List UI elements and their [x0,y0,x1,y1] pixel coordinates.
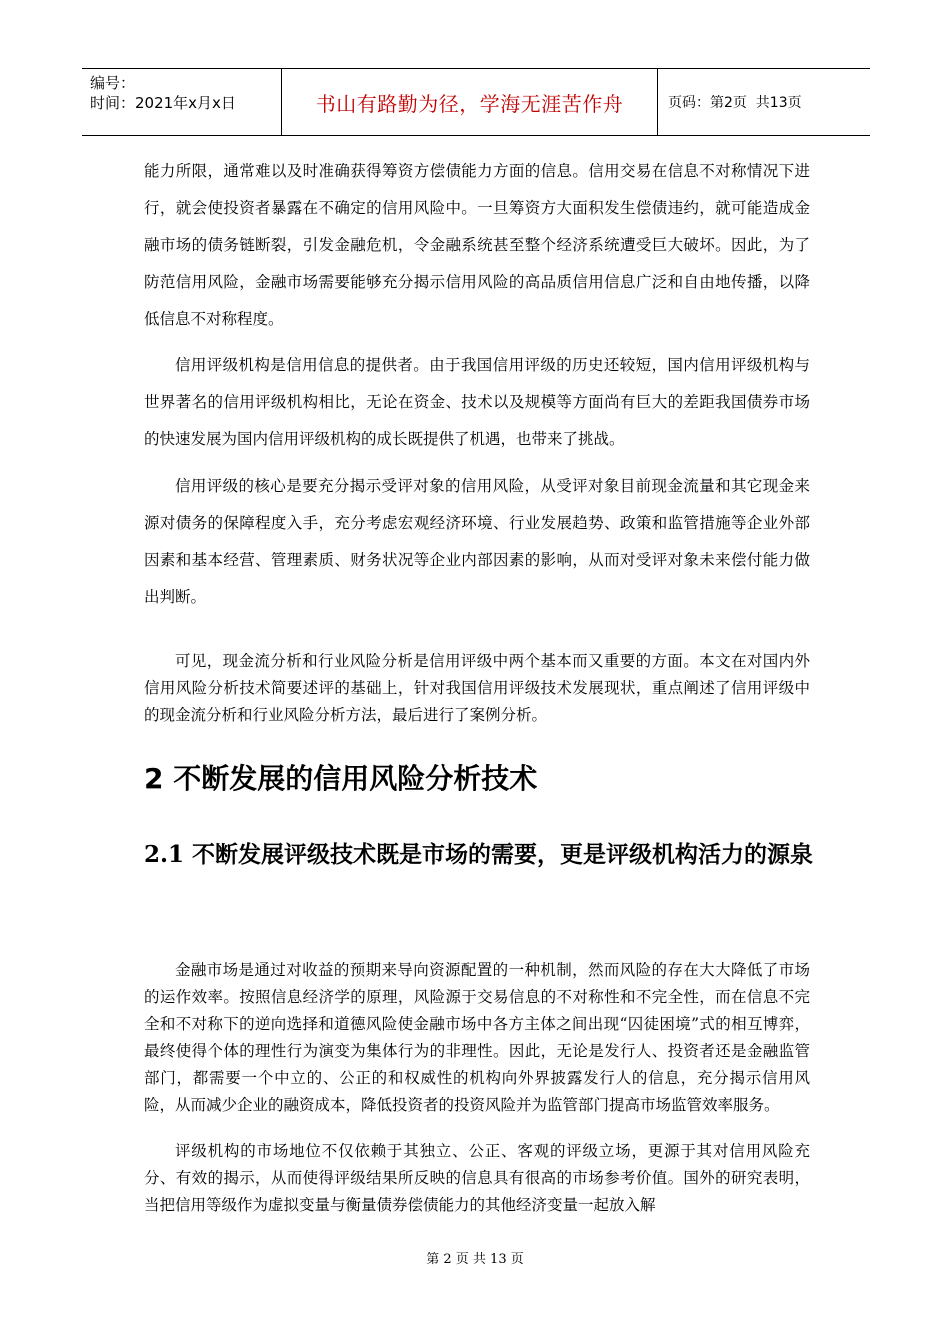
header-page-info [658,69,870,135]
section-heading: 2 不断发展的信用风险分析技术 [144,762,538,795]
header-motto: 书山有路勤为径，学海无涯苦作舟 [282,69,658,135]
paragraph: 金融市场是通过对收益的预期来导向资源配置的一种机制，然而风险的存在大大降低了市场的运作效率。按照信息经济学的原理，风险源于交易信息的不对称性和不完全性，而在信息不完全和不对称下的逆向选择和道德风险使金融市场中各方主体之间出现“囚徒困境”式的相互博弈，最终使得个体的理性行为演变为集体行为的非理性。因此，无论是发行人、投资者还是金融监管部门，都需要一个中立的、公正的和权威性的机构向外界披露发行人的信息，充分揭示信用风险，从而减少企业的融资成本，降低投资者的投资风险并为监管部门提高市场监管效率服务。 [144,961,810,1114]
time-label: 时间：2021年x月x日 [90,94,236,112]
header-meta [82,69,282,135]
subsection-heading: 2.1 不断发展评级技术既是市场的需要，更是评级机构活力的源泉 [144,841,814,868]
page-info-text: 页码：第2页 共13页 [668,95,802,111]
body-section-bottom [144,957,810,1219]
paragraph: 信用评级的核心是要充分揭示受评对象的信用风险，从受评对象目前现金流量和其它现金来源对债务的保障程度入手，充分考虑宏观经济环境、行业发展趋势、政策和监管措施等企业外部因素和基本经营、管理素质、财务状况等企业内部因素的影响，从而对受评对象未来偿付能力做出判断。 [144,477,810,606]
paragraph: 信用评级机构是信用信息的提供者。由于我国信用评级的历史还较短，国内信用评级机构与世界著名的信用评级机构相比，无论在资金、技术以及规模等方面尚有巨大的差距我国债券市场的快速发展为国内信用评级机构的成长既提供了机遇，也带来了挑战。 [144,356,810,448]
page-footer: 第 2 页 共 13 页 [426,1252,524,1267]
paragraph: 可见，现金流分析和行业风险分析是信用评级中两个基本而又重要的方面。本文在对国内外信用风险分析技术简要述评的基础上，针对我国信用评级技术发展现状，重点阐述了信用评级中的现金流分析和行业风险分析方法，最后进行了案例分析。 [144,652,810,724]
paragraph: 能力所限，通常难以及时准确获得筹资方偿债能力方面的信息。信用交易在信息不对称情况下进行，就会使投资者暴露在不确定的信用风险中。一旦筹资方大面积发生偿债违约，就可能造成金融市场的债务链断裂，引发金融危机，令金融系统甚至整个经济系统遭受巨大破坏。因此，为了防范信用风险，金融市场需要能够充分揭示信用风险的高品质信用信息广泛和自由地传播，以降低信息不对称程度。 [144,162,810,328]
body-section-top [144,153,810,616]
paragraph: 评级机构的市场地位不仅依赖于其独立、公正、客观的评级立场，更源于其对信用风险充分、有效的揭示，从而使得评级结果所反映的信息具有很高的市场参考价值。国外的研究表明，当把信用等级作为虚拟变量与衡量债券偿债能力的其他经济变量一起放入解 [144,1142,810,1214]
intro-paragraph-block [144,648,810,729]
page-header [82,68,870,136]
number-label: 编号： [90,74,136,92]
